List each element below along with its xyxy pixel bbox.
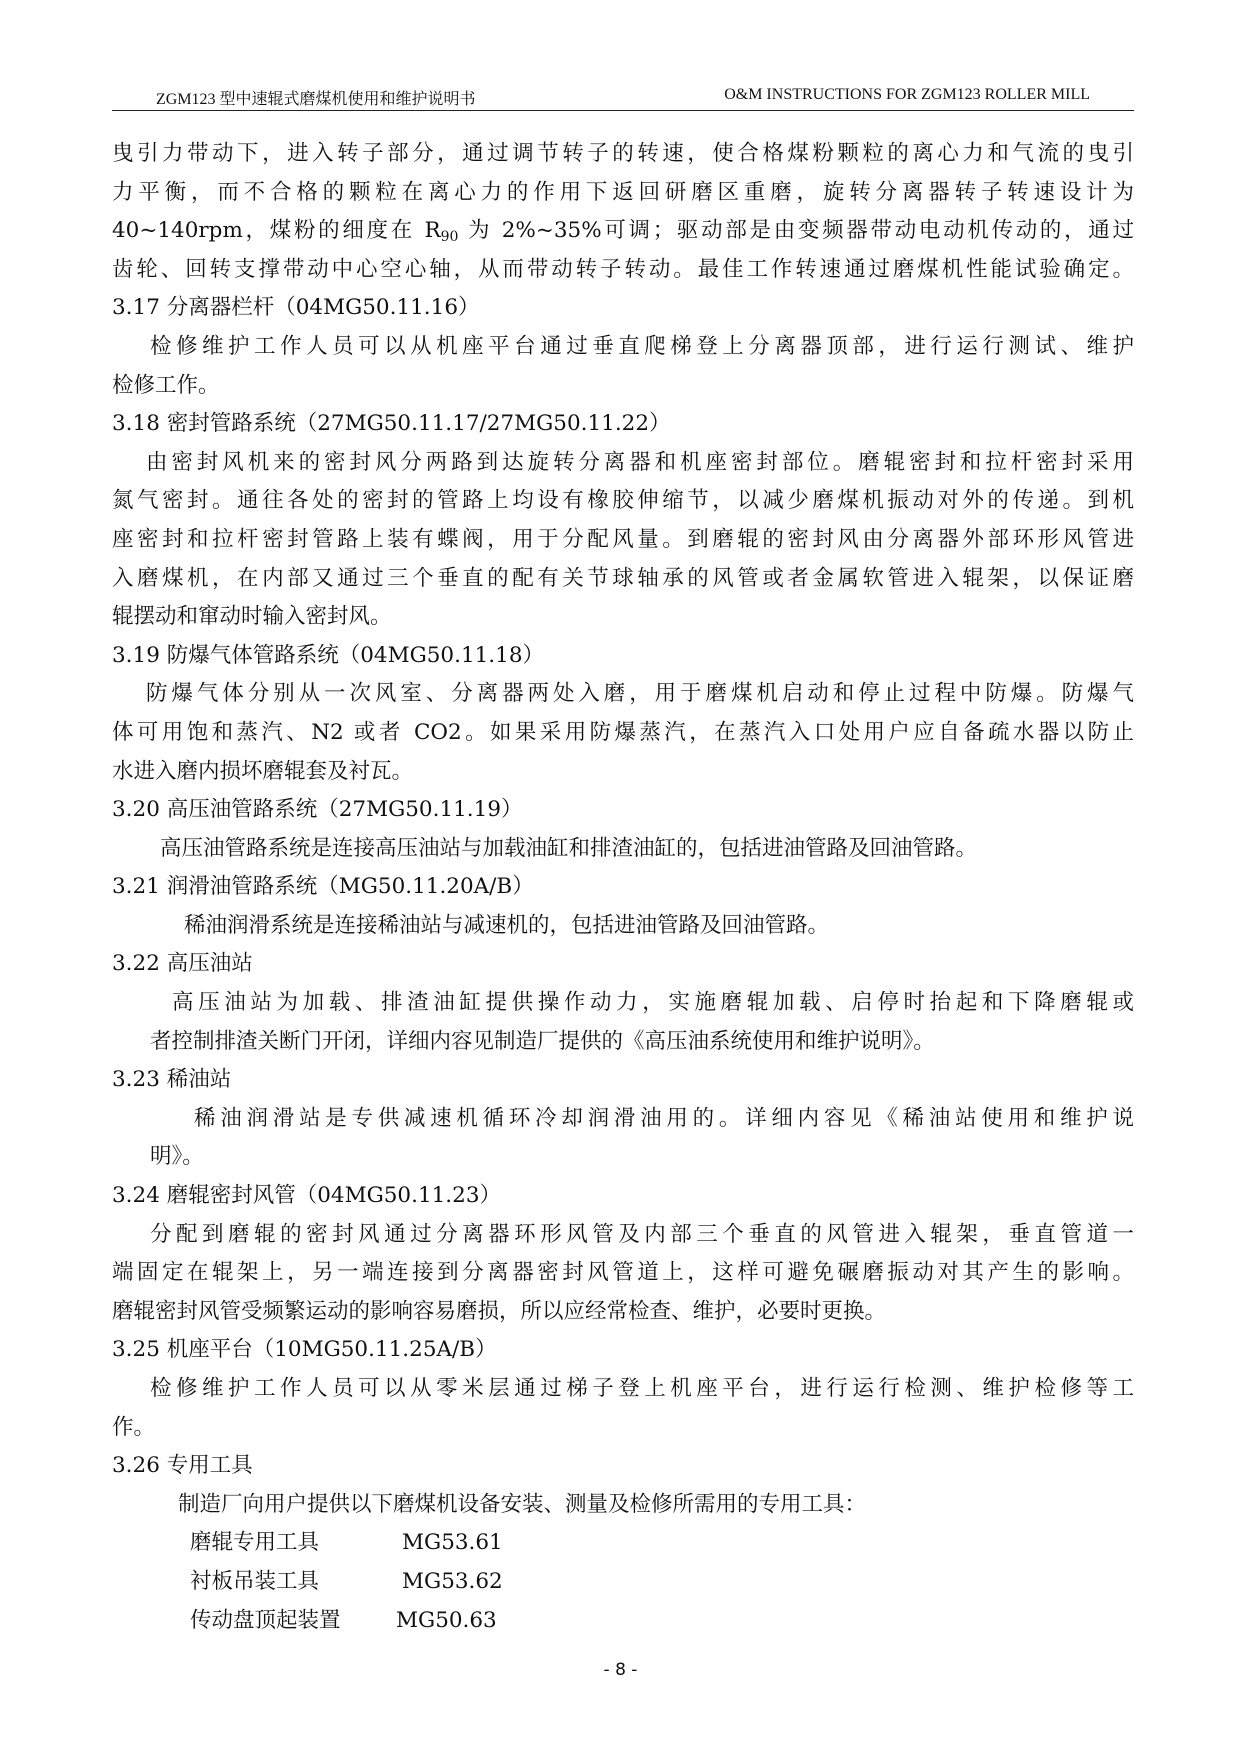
tool-row (112, 1602, 1134, 1641)
paragraph-line: 作。 (112, 1414, 156, 1440)
paragraph-line: 检修维护工作人员可以从零米层通过梯子登上机座平台，进行运行检测、维护检修等工 (150, 1376, 1134, 1401)
section-heading: 3.26 专用工具 (112, 1453, 253, 1479)
paragraph-line: 辊摆动和窜动时输入密封风。 (112, 604, 392, 630)
document-body (112, 135, 1134, 1640)
tool-name: 磨辊专用工具 (190, 1530, 320, 1556)
paragraph-line: 磨辊密封风管受频繁运动的影响容易磨损，所以应经常检查、维护，必要时更换。 (112, 1298, 887, 1324)
header-rule (112, 110, 1134, 111)
paragraph-line: 防爆气体分别从一次风室、分离器两处入磨，用于磨煤机启动和停止过程中防爆。防爆气 (146, 681, 1134, 707)
paragraph-line: 由密封风机来的密封风分两路到达旋转分离器和机座密封部位。磨辊密封和拉杆密封采用 (146, 449, 1134, 475)
paragraph-line: 高压油管路系统是连接高压油站与加载油缸和排渣油缸的，包括进油管路及回油管路。 (160, 835, 978, 861)
tool-row (112, 1563, 1134, 1602)
intro-text: 为 2%~35%可调；驱动部是由变频器带动电动机传动的，通过 (458, 218, 1134, 244)
subscript: 90 (440, 229, 459, 246)
paragraph-line: 体可用饱和蒸汽、N2 或者 CO2。如果采用防爆蒸汽，在蒸汽入口处用户应自备疏水器以防止 (112, 719, 1134, 745)
paragraph-line: 检修工作。 (112, 372, 220, 398)
paragraph-line: 稀油润滑站是专供减速机循环冷却润滑油用的。详细内容见《稀油站使用和维护说 (194, 1105, 1134, 1131)
tool-name: 衬板吊装工具 (190, 1568, 320, 1594)
tool-row (112, 1524, 1134, 1563)
header-title-cn: ZGM123 型中速辊式磨煤机使用和维护说明书 (156, 91, 476, 108)
section-heading: 3.20 高压油管路系统（27MG50.11.19） (112, 797, 523, 823)
page-number: - 8 - (603, 1660, 638, 1680)
paragraph-line: 座密封和拉杆密封管路上装有蝶阀，用于分配风量。到磨辊的密封风由分离器外部环形风管进 (112, 526, 1134, 552)
paragraph-line: 检修维护工作人员可以从机座平台通过垂直爬梯登上分离器顶部，进行运行测试、维护 (150, 333, 1134, 359)
section-heading: 3.19 防爆气体管路系统（04MG50.11.18） (112, 642, 544, 668)
section-heading: 3.21 润滑油管路系统（MG50.11.20A/B） (112, 874, 534, 900)
tool-name: 传动盘顶起装置 (190, 1607, 341, 1633)
section-heading: 3.18 密封管路系统（27MG50.11.17/27MG50.11.22） (112, 411, 671, 437)
section-heading: 3.17 分离器栏杆（04MG50.11.16） (112, 295, 480, 321)
intro-line: 曳引力带动下，进入转子部分，通过调节转子的转速，使合格煤粉颗粒的离心力和气流的曳引 (112, 141, 1134, 166)
paragraph-line: 入磨煤机，在内部又通过三个垂直的配有关节球轴承的风管或者金属软管进入辊架，以保证磨 (112, 565, 1134, 591)
paragraph-line: 明》。 (150, 1144, 204, 1170)
paragraph-line: 水进入磨内损坏磨辊套及衬瓦。 (112, 758, 414, 784)
intro-text: 40~140rpm，煤粉的细度在 R (112, 218, 441, 244)
tool-code: MG50.63 (396, 1607, 497, 1633)
section-heading: 3.25 机座平台（10MG50.11.25A/B） (112, 1337, 497, 1363)
tool-code: MG53.62 (402, 1568, 503, 1594)
paragraph-line: 高压油站为加载、排渣油缸提供操作动力，实施磨辊加载、启停时抬起和下降磨辊或 (172, 990, 1134, 1016)
header-title-en: O&M INSTRUCTIONS FOR ZGM123 ROLLER MILL (724, 86, 1090, 103)
section-heading: 3.22 高压油站 (112, 951, 253, 977)
section-heading: 3.24 磨辊密封风管（04MG50.11.23） (112, 1183, 501, 1209)
paragraph-line: 分配到磨辊的密封风通过分离器环形风管及内部三个垂直的风管进入辊架，垂直管道一 (150, 1221, 1134, 1247)
paragraph-line: 稀油润滑系统是连接稀油站与减速机的，包括进油管路及回油管路。 (184, 912, 830, 938)
section-heading: 3.23 稀油站 (112, 1067, 232, 1093)
tool-code: MG53.61 (402, 1530, 503, 1556)
intro-line (112, 212, 1134, 251)
paragraph-line: 氮气密封。通往各处的密封的管路上均设有橡胶伸缩节，以减少磨煤机振动对外的传递。到机 (112, 488, 1134, 514)
paragraph-line: 端固定在辊架上，另一端连接到分离器密封风管道上，这样可避免碾磨振动对其产生的影响。 (112, 1260, 1134, 1286)
paragraph-line: 者控制排渣关断门开闭，详细内容见制造厂提供的《高压油系统使用和维护说明》。 (150, 1028, 935, 1054)
page-header (112, 80, 1134, 110)
intro-line: 齿轮、回转支撑带动中心空心轴，从而带动转子转动。最佳工作转速通过磨煤机性能试验确定。 (112, 256, 1134, 282)
intro-line: 力平衡，而不合格的颗粒在离心力的作用下返回研磨区重磨，旋转分离器转子转速设计为 (112, 179, 1134, 205)
paragraph-line: 制造厂向用户提供以下磨煤机设备安装、测量及检修所需用的专用工具： (178, 1491, 867, 1517)
